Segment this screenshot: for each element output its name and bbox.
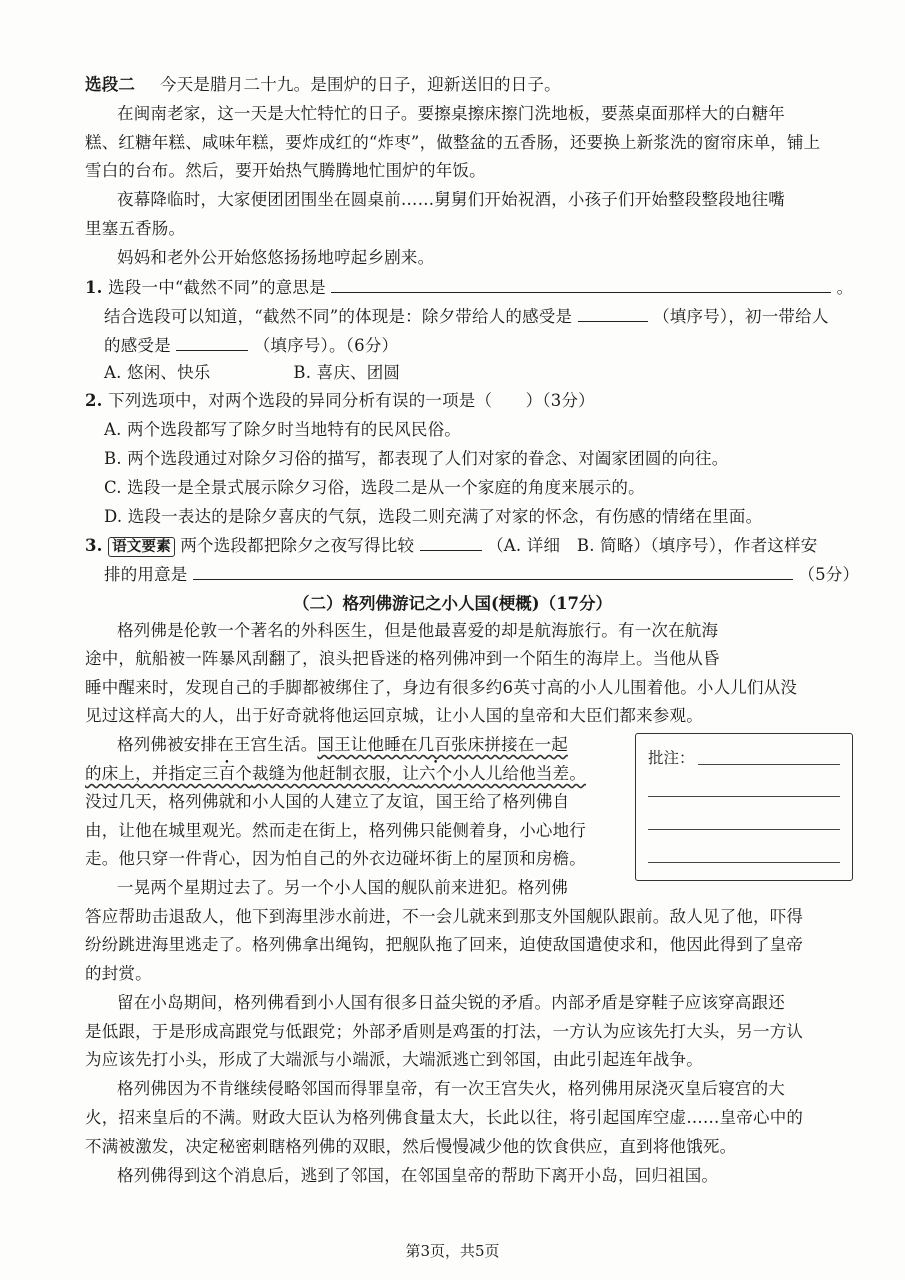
part2-p1c: 睡中醒来时，发现自己的手脚都被绑住了，身边有很多约6英寸高的小人儿围着他。小人儿们从没 — [85, 678, 798, 697]
q2-stem-line — [85, 390, 595, 412]
part2-p3d: 的封赏。 — [85, 964, 152, 983]
part2-p3c: 纷纷跳进海里逃走了。格列佛拿出绳钩，把舰队拖了回来，迫使敌国遣使求和，他因此得到了皇帝 — [85, 935, 804, 954]
q1-line2-tail: （填序号），初一带给人 — [653, 307, 829, 326]
q2-number: 2. — [85, 391, 103, 410]
q1-period: 。 — [836, 278, 854, 297]
q2-stem: 下列选项中，对两个选段的异同分析有误的一项是（ ）（3分） — [108, 391, 595, 410]
q1-line2 — [104, 305, 829, 328]
part2-p3a: 一晃两个星期过去了。另一个小人国的舰队前来进犯。格列佛 — [117, 878, 568, 897]
part2-p2b-3: 小人儿给他当差。 — [452, 764, 587, 783]
section2-first-line — [85, 74, 561, 96]
part2-p4a: 留在小岛期间，格列佛看到小人国有很多日益尖锐的矛盾。内部矛盾是穿鞋子应该穿高跟还 — [117, 993, 785, 1012]
q1-line1 — [85, 276, 853, 299]
part2-p2b-dotted-6: 六个 — [419, 764, 453, 783]
part2-p4b: 是低跟，于是形成高跟党与低跟党；外部矛盾则是鸡蛋的打法，一方认为应该先打大头，另一方认 — [85, 1022, 804, 1041]
part2-p2b-dotted-300: 三百个 — [201, 764, 253, 783]
section2-p2c: 雪白的台布。然后，要开始热气腾腾地忙围炉的年饭。 — [85, 161, 486, 180]
section2-p3a: 夜幕降临时，大家便团团围坐在圆桌前……舅舅们开始祝酒，小孩子们开始整段整段地往嘴 — [117, 190, 785, 209]
annotation-label: 批注： — [648, 749, 695, 767]
part2-p5b: 火，招来皇后的不满。财政大臣认为格列佛食量太大，长此以往，将引起国库空虚……皇帝心中的 — [85, 1108, 804, 1127]
q1-line2-text: 结合选段可以知道，“截然不同”的体现是：除夕带给人的感受是 — [104, 307, 573, 326]
q3-blank-choice[interactable] — [420, 534, 482, 551]
q1-options — [104, 362, 400, 384]
q1-line3-text: 的感受是 — [104, 336, 171, 355]
q3-line1 — [85, 534, 817, 557]
part2-p2b — [85, 763, 586, 785]
part2-p2e: 走。他只穿一件背心，因为怕自己的外衣边碰坏街上的屋顶和房檐。 — [85, 849, 586, 868]
q2-option-c: C. 选段一是全景式展示除夕习俗，选段二是从一个家庭的角度来展示的。 — [104, 478, 645, 497]
q1-stem: 选段一中“截然不同”的意思是 — [108, 278, 326, 297]
part2-p5a: 格列佛因为不肯继续侵略邻国而得罪皇帝，有一次王宫失火，格列佛用尿浇灭皇后寝宫的大 — [117, 1079, 785, 1098]
part2-p2b-1: 的床上，并指定 — [85, 764, 202, 783]
part2-p4c: 为应该先打小头，形成了大端派与小端派，大端派逃亡到邻国，由此引起连年战争。 — [85, 1050, 703, 1069]
annotation-line-1 — [698, 764, 840, 765]
part2-p6: 格列佛得到这个消息后，逃到了邻国，在邻国皇帝的帮助下离开小岛，回归祖国。 — [117, 1166, 719, 1185]
q3-number: 3. — [85, 536, 103, 555]
q1-blank-chuyi[interactable] — [176, 334, 248, 351]
q3-line1-tail: （A. 详细 B. 简略）（填序号），作者这样安 — [487, 536, 818, 555]
q1-option-b: B. 喜庆、团圆 — [293, 363, 401, 382]
section2-p1: 今天是腊月二十九。是围炉的日子，迎新送旧的日子。 — [160, 75, 561, 94]
q3-line2-text: 排的用意是 — [104, 565, 188, 584]
part2-p2d: 由，让他在城里观光。然而走在街上，格列佛只能侧着身，小心地行 — [85, 821, 586, 840]
q1-option-a: A. 悠闲、快乐 — [104, 363, 211, 382]
part2-p2a-plain: 格列佛被安排在王宫生活。 — [117, 735, 318, 754]
q3-score: （5分） — [798, 565, 860, 584]
q1-number: 1. — [85, 278, 103, 297]
annotation-line-2 — [648, 796, 840, 797]
q3-element-tag: 语文要素 — [108, 537, 175, 557]
q2-option-d: D. 选段一表达的是除夕喜庆的气氛，选段二则充满了对家的怀念，有伤感的情绪在里面。 — [104, 507, 763, 526]
part2-p2a — [117, 734, 568, 756]
annotation-line-4 — [648, 862, 840, 863]
part2-p5c: 不满被激发，决定秘密刺瞎格列佛的双眼，然后慢慢减少他的饮食供应，直到将他饿死。 — [85, 1137, 737, 1156]
section2-p2a: 在闽南老家，这一天是大忙特忙的日子。要擦桌擦床擦门洗地板，要蒸桌面那样大的白糖年 — [117, 104, 785, 123]
part2-p2c: 没过几天，格列佛就和小人国的人建立了友谊，国王给了格列佛自 — [85, 792, 570, 811]
part2-p3b: 答应帮助击退敌人，他下到海里涉水前进，不一会儿就来到那支外国舰队跟前。敌人见了他，吓得 — [85, 907, 804, 926]
q1-answer-blank[interactable] — [331, 276, 831, 293]
q3-line2 — [104, 563, 859, 586]
section2-heading: 选段二 — [85, 75, 136, 94]
part2-p1b: 途中，航船被一阵暴风刮翻了，浪头把昏迷的格列佛冲到一个陌生的海岸上。当他从昏 — [85, 649, 720, 668]
part2-p1d: 见过这样高大的人，出于好奇就将他运回京城，让小人国的皇帝和大臣们都来参观。 — [85, 706, 703, 725]
q3-blank-purpose[interactable] — [193, 563, 793, 580]
section2-p3b: 里塞五香肠。 — [85, 219, 186, 238]
annotation-line-3 — [648, 829, 840, 830]
section2-p2b: 糕、红糖年糕、咸味年糕，要炸成红的“炸枣”，做整盆的五香肠，还要换上新浆洗的窗帘床单，铺上 — [85, 133, 821, 152]
part2-p2a-wavy: 国王让他睡在几百张床拼接在一起 — [317, 735, 568, 754]
q1-blank-chuxi[interactable] — [578, 305, 648, 322]
q3-line1-text: 两个选段都把除夕之夜写得比较 — [180, 536, 415, 555]
page-number-footer: 第3页，共5页 — [405, 1242, 500, 1260]
section2-p4: 妈妈和老外公开始悠悠扬扬地哼起乡剧来。 — [117, 248, 435, 267]
part2-title: （二）格列佛游记之小人国(梗概)（17分） — [292, 594, 613, 613]
part2-p2b-2: 裁缝为他赶制衣服，让 — [252, 764, 420, 783]
part2-p1a: 格列佛是伦敦一个著名的外科医生，但是他最喜爱的却是航海旅行。有一次在航海 — [117, 621, 719, 640]
q2-option-a: A. 两个选段都写了除夕时当地特有的民风民俗。 — [104, 420, 462, 439]
annotation-box[interactable] — [635, 733, 853, 881]
q1-line3 — [104, 334, 398, 357]
q2-option-b: B. 两个选段通过对除夕习俗的描写，都表现了人们对家的眷念、对阖家团圆的向往。 — [104, 449, 729, 468]
q1-line3-tail: （填序号）。（6分） — [253, 336, 399, 355]
